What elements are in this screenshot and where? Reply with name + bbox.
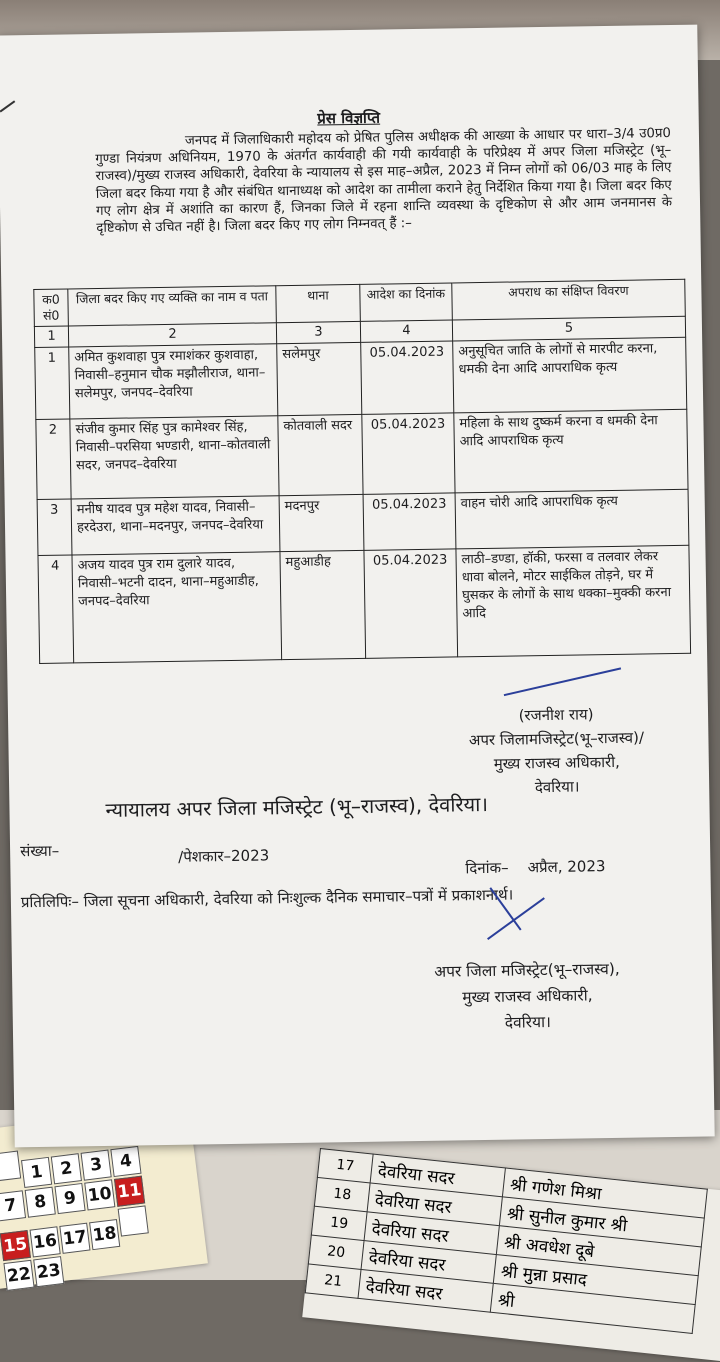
- row-person: अजय यादव पुत्र राम दुलारे यादव, निवासी–भटनी दादन, थाना–महुआडीह, जनपद–देवरिया: [72, 552, 282, 663]
- register-sno: 18: [314, 1177, 370, 1211]
- signatory-designation: मुख्य राजस्व अधिकारी,: [462, 986, 593, 1007]
- calendar-cell: 18: [89, 1219, 120, 1250]
- register-sno: 17: [317, 1149, 373, 1183]
- date-line: [465, 856, 605, 878]
- signature-stroke: [504, 667, 622, 697]
- calendar-cell: 22: [3, 1260, 34, 1291]
- signatory-place: देवरिया।: [504, 1012, 552, 1032]
- row-offence: महिला के साथ दुष्कर्म करना व धमकी देना आदि आपराधिक कृत्य: [454, 409, 688, 493]
- column-number: 5: [452, 316, 685, 341]
- intro-paragraph: जनपद में जिलाधिकारी महोदय को प्रेषित पुलिस अधीक्षक की आख्या के आधार पर धारा–3/4 उ0प्र0 गुण्डा नियंत्रण अधिनियम, 1970 के अंतर्गत कार्यवाही की गयी कार्यवाही के परिप्रेक्ष्य में अपर जिला मजिस्ट्रेट (भू–राजस्व)/मुख्य राजस्व अधिकारी, देवरिया के न्यायालय से इस माह–अप्रैल, 2023 में निम्न लोगों को 06/03 माह के लिए जिला बदर किया गया है और संबंधित थानाध्यक्ष को आदेश का तामीला कराने हेतु निर्देशित किया गया है। जिला बदर किए गए लोग क्षेत्र में अशांति का कारण हैं, जिनका जिले में रहना शान्ति व्यवस्था के दृष्टिकोण से और आम जनमानस के दृष्टिकोण से उचित नहीं है। जिला बदर किए गए लोग निम्नवत् हैं :–: [95, 125, 673, 237]
- signatory-block-2: [392, 955, 663, 1037]
- row-offence: वाहन चोरी आदि आपराधिक कृत्य: [455, 489, 689, 549]
- table-row: [38, 545, 691, 663]
- header-date: आदेश का दिनांक: [360, 283, 453, 321]
- table-row: [35, 337, 687, 419]
- register-place: देवरिया सदर: [370, 1154, 505, 1197]
- calendar-cell: [118, 1205, 149, 1236]
- row-date: 05.04.2023: [362, 413, 455, 494]
- register-place: देवरिया सदर: [361, 1241, 496, 1284]
- register-officer: श्री: [490, 1283, 695, 1333]
- calendar-cell: 7: [0, 1190, 26, 1221]
- register-sno: 19: [311, 1206, 367, 1240]
- calendar-cell-holiday: 11: [114, 1176, 145, 1207]
- row-sno: 3: [37, 499, 72, 556]
- table-row: [37, 489, 689, 555]
- calendar-cell: 8: [25, 1187, 56, 1218]
- signatory-designation: अपर जिला मजिस्ट्रेट(भू–राजस्व),: [434, 959, 620, 981]
- header-sno: क0 सं0: [34, 289, 69, 327]
- signatory-block: [426, 701, 687, 801]
- row-offence: लाठी–डण्डा, हॉकी, फरसा व तलवार लेकर धावा बोलने, मोटर साईकिल तोड़ने, घर में घुसकर के लोगों के साथ धक्का–मुक्की करना आदि: [456, 545, 691, 657]
- calendar-cell: 1: [21, 1157, 52, 1188]
- row-person: संजीव कुमार सिंह पुत्र कामेश्वर सिंह, निवासी–परसिया भण्डारी, थाना–कोतवाली सदर, जनपद–देवरिया: [70, 416, 279, 499]
- date-value: अप्रैल, 2023: [527, 857, 606, 877]
- header-station: थाना: [276, 284, 361, 322]
- calendar-cell: 4: [110, 1146, 141, 1177]
- calendar-cell: [0, 1151, 21, 1182]
- copy-text: जिला सूचना अधिकारी, देवरिया को निःशुल्क दैनिक समाचार–पत्रों में प्रकाशनार्थ।: [83, 885, 514, 911]
- row-offence: अनुसूचित जाति के लोगों से मारपीट करना, धमकी देना आदि आपराधिक कृत्य: [453, 337, 687, 413]
- row-date: 05.04.2023: [364, 549, 458, 658]
- number-value: /पेशकार–2023: [178, 846, 270, 866]
- register-officer: श्री गणेश मिश्रा: [502, 1168, 707, 1218]
- externment-table: [33, 279, 691, 664]
- register-officer: श्री मुन्ना प्रसाद: [493, 1255, 698, 1305]
- row-station: मदनपुर: [279, 494, 364, 551]
- signatory-designation: अपर जिलामजिस्ट्रेट(भू–राजस्व)/: [468, 728, 645, 750]
- row-sno: 2: [36, 419, 71, 500]
- row-sno: 4: [38, 555, 74, 664]
- document-title: प्रेस विज्ञप्ति: [317, 108, 381, 128]
- column-number: 1: [34, 326, 68, 348]
- press-release-paper: [0, 25, 715, 1148]
- row-date: 05.04.2023: [361, 341, 454, 414]
- column-number: 4: [360, 320, 452, 342]
- header-person: जिला बदर किए गए व्यक्ति का नाम व पता: [68, 286, 277, 326]
- calendar-grid: [0, 1129, 204, 1292]
- calendar-cell: 3: [81, 1150, 112, 1181]
- table-row: [36, 409, 688, 499]
- register-sno: 20: [308, 1235, 364, 1269]
- copy-label: प्रतिलिपिः–: [20, 892, 80, 912]
- row-person: मनीष यादव पुत्र महेश यादव, निवासी–हरदेउरा, थाना–मदनपुर, जनपद–देवरिया: [71, 496, 280, 555]
- signatory-place: देवरिया।: [534, 777, 580, 797]
- court-heading: न्यायालय अपर जिला मजिस्ट्रेट (भू–राजस्व), देवरिया।: [105, 791, 489, 822]
- corner-mark: [0, 100, 15, 112]
- register-officer: श्री सुनील कुमार श्री: [499, 1197, 704, 1247]
- row-station: सलेमपुर: [277, 342, 362, 415]
- calendar-cell: 23: [33, 1256, 64, 1287]
- column-number: 3: [276, 321, 360, 343]
- register-place: देवरिया सदर: [367, 1183, 502, 1226]
- register-place: देवरिया सदर: [364, 1212, 499, 1255]
- number-label: संख्या–: [19, 841, 60, 861]
- signatory-name: (रजनीश राय): [518, 705, 594, 725]
- row-date: 05.04.2023: [363, 493, 456, 550]
- column-number: 2: [68, 323, 276, 347]
- copy-to: [21, 881, 661, 913]
- calendar-cell: 2: [51, 1153, 82, 1184]
- calendar-cell: 9: [54, 1183, 85, 1214]
- signatory-designation: मुख्य राजस्व अधिकारी,: [493, 752, 620, 773]
- date-label: दिनांक–: [465, 858, 509, 878]
- header-offence: अपराध का संक्षिप्त विवरण: [452, 279, 686, 320]
- register-officer: श्री अवधेश दूबे: [496, 1226, 701, 1276]
- register-sno: 21: [305, 1264, 361, 1298]
- row-station: महुआडीह: [280, 550, 366, 659]
- row-sno: 1: [35, 347, 70, 420]
- row-person: अमित कुशवाहा पुत्र रमाशंकर कुशवाहा, निवासी–हनुमान चौक मझौलीराज, थाना–सलेमपुर, जनपद–देवरिया: [69, 344, 278, 419]
- calendar-cell: 17: [59, 1223, 90, 1254]
- calendar-cell: 10: [84, 1179, 115, 1210]
- register-place: देवरिया सदर: [358, 1269, 493, 1312]
- calendar-cell-holiday: 15: [0, 1230, 31, 1261]
- calendar-cell: 16: [30, 1226, 61, 1257]
- row-station: कोतवाली सदर: [278, 414, 363, 495]
